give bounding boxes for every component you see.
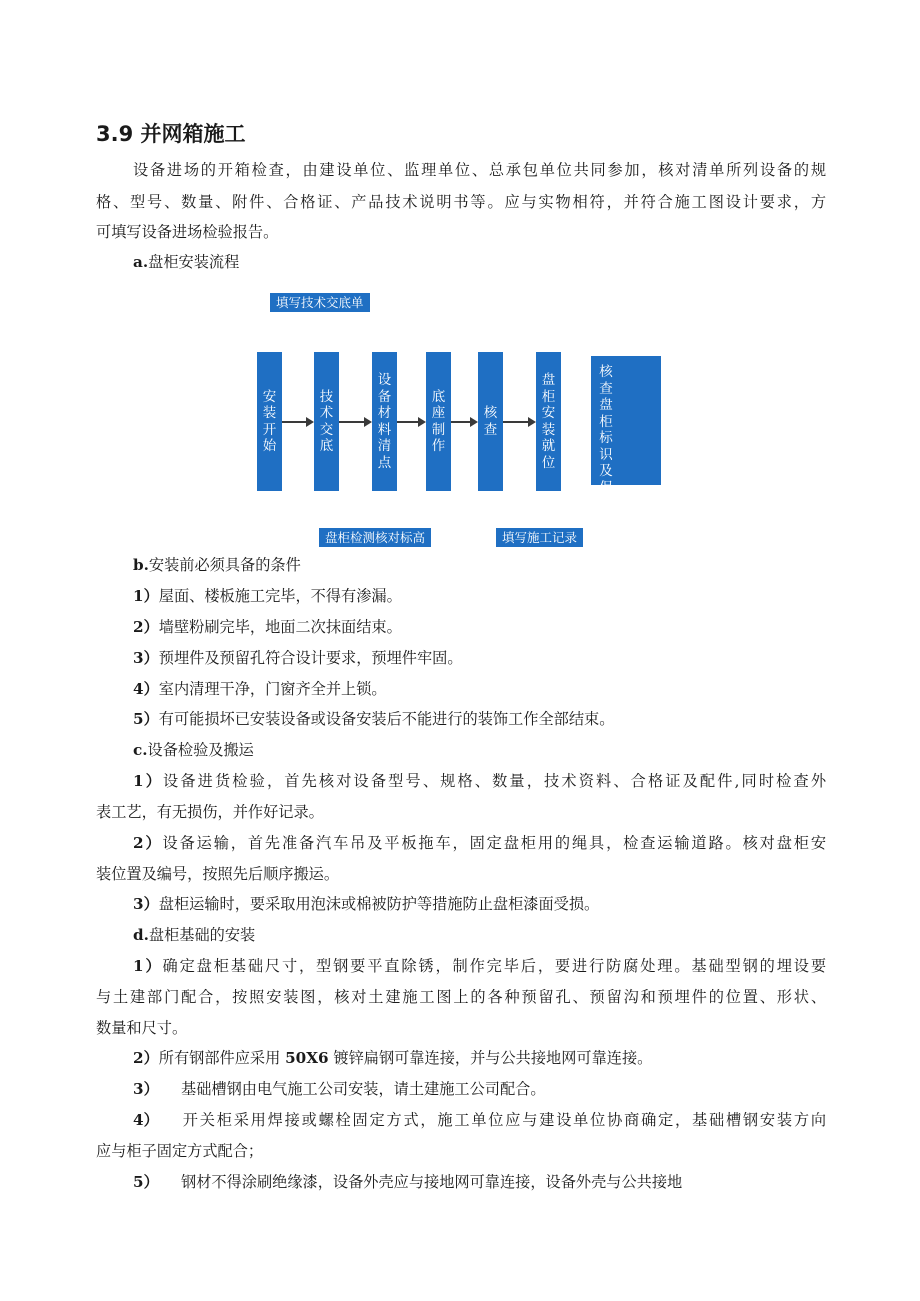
subsection-a bbox=[133, 252, 239, 272]
flow-box-4-text: 底座制作 bbox=[431, 388, 446, 454]
list-item-num: 1） bbox=[133, 772, 164, 790]
list-item-num: 5） bbox=[133, 710, 159, 728]
list-item bbox=[133, 679, 387, 699]
list-item-num: 3） bbox=[133, 1080, 159, 1098]
flow-arrow-1 bbox=[282, 421, 312, 423]
flow-box-1-text: 安装开始 bbox=[262, 388, 277, 454]
subsection-b-title: 安装前必须具备的条件 bbox=[148, 556, 301, 574]
list-item-num: 2） bbox=[133, 1049, 159, 1067]
subsection-d-title: 盘柜基础的安装 bbox=[148, 926, 256, 944]
flow-box-1 bbox=[257, 352, 282, 491]
steel-spec: 50X6 bbox=[285, 1049, 329, 1067]
list-item-text: 基础槽钢由电气施工公司安装，请土建施工公司配合。 bbox=[181, 1080, 546, 1098]
list-item-text: 设备进货检验，首先核对设备型号、规格、数量，技术资料、合格证及配件,同时检查外 bbox=[163, 772, 827, 790]
list-item-text: 钢材不得涂刷绝缘漆，设备外壳应与接地网可靠连接，设备外壳与公共接地 bbox=[181, 1173, 683, 1191]
subsection-a-num: a. bbox=[133, 253, 149, 271]
intro-line-1: 设备进场的开箱检查，由建设单位、监理单位、总承包单位共同参加，核对清单所列设备的规 bbox=[133, 161, 826, 179]
list-item bbox=[133, 617, 402, 637]
intro-line-3: 可填写设备进场检验报告。 bbox=[96, 223, 279, 241]
section-heading: 3.9 并网箱施工 bbox=[96, 122, 246, 146]
flow-box-3-text: 设备材料清点 bbox=[377, 372, 392, 471]
list-item-num: 4） bbox=[133, 680, 159, 698]
list-item bbox=[133, 648, 463, 668]
list-item bbox=[133, 709, 614, 729]
flow-box-5 bbox=[478, 352, 503, 491]
subsection-a-title: 盘柜安装流程 bbox=[148, 253, 240, 271]
flow-box-3 bbox=[372, 352, 397, 491]
list-item bbox=[133, 771, 826, 791]
subsection-c-num: c. bbox=[133, 741, 148, 759]
subsection-b-num: b. bbox=[133, 556, 149, 574]
flow-box-4 bbox=[426, 352, 451, 491]
list-item-text: 开关柜采用焊接或螺栓固定方式，施工单位应与建设单位协商确定，基础槽钢安装方向 bbox=[181, 1111, 826, 1129]
list-item-num: 1） bbox=[133, 957, 163, 975]
list-item-text: 确定盘柜基础尺寸，型钢要平直除锈，制作完毕后，要进行防腐处理。基础型钢的埋设要 bbox=[162, 957, 827, 975]
list-item bbox=[133, 1079, 546, 1099]
flow-arrow-4 bbox=[451, 421, 476, 423]
subsection-d bbox=[133, 925, 255, 945]
flow-box-7-text: 核查盘柜标识及保 bbox=[599, 364, 613, 496]
intro-line-2: 格、型号、数量、附件、合格证、产品技术说明书等。应与实物相符，并符合施工图设计要求，方 bbox=[96, 193, 826, 211]
list-item-num: 3） bbox=[133, 649, 159, 667]
flow-arrow-2 bbox=[339, 421, 370, 423]
list-item-text: 室内清理干净，门窗齐全并上锁。 bbox=[158, 680, 387, 698]
list-item-continuation: 装位置及编号，按照先后顺序搬运。 bbox=[96, 865, 339, 883]
flow-label-technical-handover: 填写技术交底单 bbox=[270, 293, 370, 312]
list-item-text: 有可能损坏已安装设备或设备安装后不能进行的装饰工作全部结束。 bbox=[158, 710, 615, 728]
list-item-continuation: 数量和尺寸。 bbox=[96, 1019, 188, 1037]
flow-arrow-3 bbox=[397, 421, 424, 423]
list-item bbox=[133, 894, 599, 914]
list-item-num: 2） bbox=[133, 618, 159, 636]
list-item bbox=[133, 833, 826, 853]
list-item-text: 盘柜运输时，要采取用泡沫或棉被防护等措施防止盘柜漆面受损。 bbox=[158, 895, 600, 913]
list-item-continuation: 应与柜子固定方式配合； bbox=[96, 1142, 264, 1160]
list-item-text: 设备运输，首先准备汽车吊及平板拖车，固定盘柜用的绳具，检查运输道路。核对盘柜安 bbox=[162, 834, 827, 852]
list-item-num: 2） bbox=[133, 834, 163, 852]
flow-arrow-5 bbox=[503, 421, 534, 423]
flow-box-5-text: 核查 bbox=[483, 405, 498, 438]
list-item-num: 4） bbox=[133, 1111, 159, 1129]
flow-box-2 bbox=[314, 352, 339, 491]
list-item-continuation: 表工艺，有无损伤，并作好记录。 bbox=[96, 803, 324, 821]
flow-box-6 bbox=[536, 352, 561, 491]
flow-box-7 bbox=[591, 356, 661, 496]
list-item bbox=[133, 586, 402, 606]
flow-box-2-text: 技术交底 bbox=[319, 388, 334, 454]
list-item-num: 3） bbox=[133, 895, 159, 913]
flow-box-6-text: 盘柜安装就位 bbox=[541, 372, 556, 471]
list-item bbox=[133, 1048, 652, 1068]
subsection-b bbox=[133, 555, 301, 575]
list-item-text: 屋面、楼板施工完毕，不得有渗漏。 bbox=[158, 587, 402, 605]
list-item-num: 1） bbox=[133, 587, 159, 605]
list-item-text: 镀锌扁钢可靠连接，并与公共接地网可靠连接。 bbox=[328, 1049, 653, 1067]
subsection-c bbox=[133, 740, 254, 760]
subsection-d-num: d. bbox=[133, 926, 149, 944]
list-item-continuation: 与土建部门配合，按照安装图，核对土建施工图上的各种预留孔、预留沟和预埋件的位置、形状、 bbox=[96, 988, 826, 1006]
list-item bbox=[133, 956, 826, 976]
list-item bbox=[133, 1172, 682, 1192]
subsection-c-title: 设备检验及搬运 bbox=[147, 741, 254, 759]
list-item-text: 所有钢部件应采用 bbox=[158, 1049, 286, 1067]
list-item bbox=[133, 1110, 826, 1130]
list-item-text: 预埋件及预留孔符合设计要求，预埋件牢固。 bbox=[158, 649, 463, 667]
flow-label-check-elevation: 盘柜检测核对标高 bbox=[319, 528, 431, 547]
flow-label-construction-record: 填写施工记录 bbox=[496, 528, 583, 547]
list-item-num: 5） bbox=[133, 1173, 159, 1191]
list-item-text: 墙壁粉刷完毕，地面二次抹面结束。 bbox=[158, 618, 402, 636]
